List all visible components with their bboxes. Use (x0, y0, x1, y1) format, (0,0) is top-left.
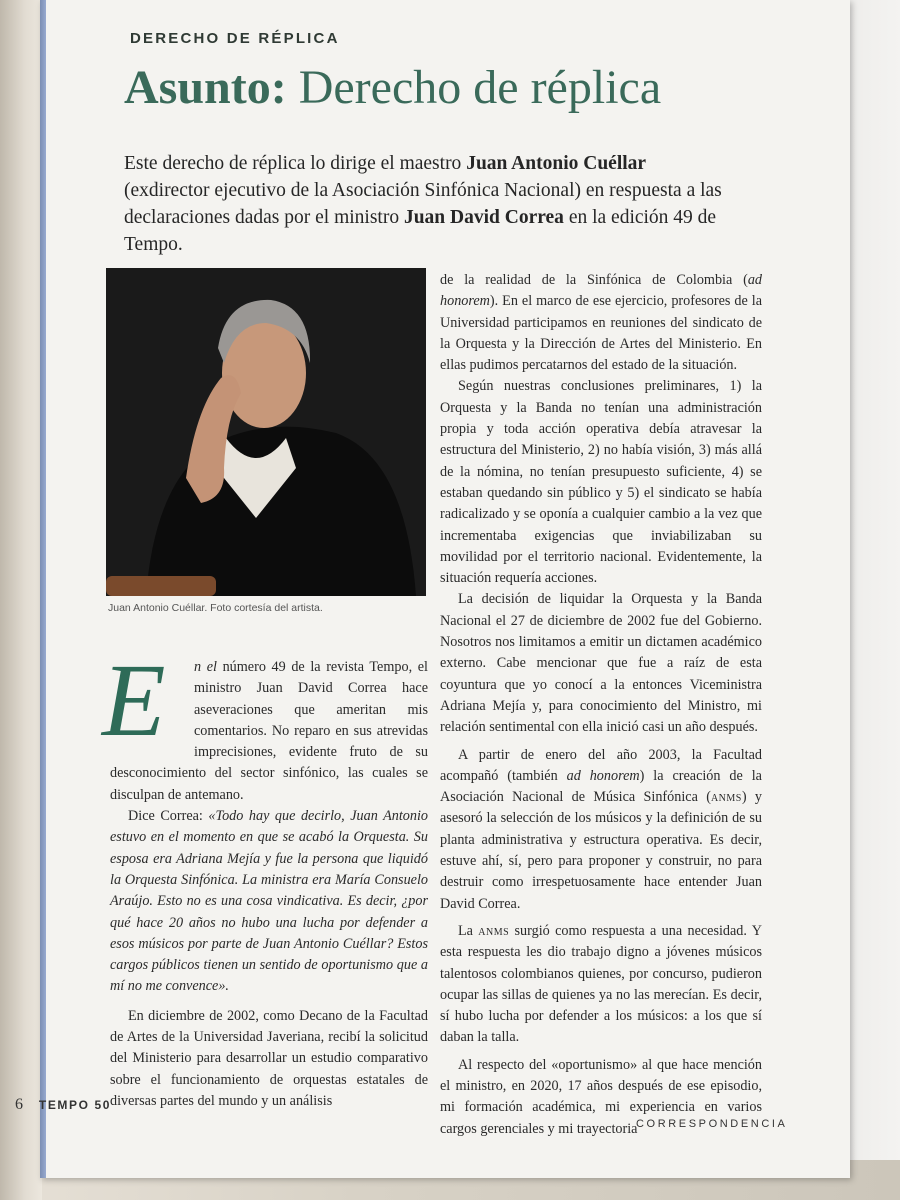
portrait-photo (106, 268, 426, 596)
dropcap-letter (98, 651, 184, 743)
acronym: anms (478, 922, 510, 939)
paragraph-text: número 49 de la revista Tempo, el ministro Juan David Correa hace aseveraciones que ameritan mis comentarios. No reparo en sus atrevidas imprecisiones, evidente fruto de su desconocimiento del sector sinfónico, las cuales se disculpan de antemano. (110, 659, 428, 803)
paragraph-text: Al respecto del «oportunismo» al que hace mención el ministro, en 2020, 17 años después de ese episodio, mi formación académica, mi experiencia en varios cargos gerenciales y mi trayectoria (440, 1056, 762, 1137)
lead-name-correa: Juan David Correa (403, 207, 564, 228)
italic-phrase: ad honorem (440, 272, 762, 310)
paragraph-text: En diciembre de 2002, como Decano de la Facultad de Artes de la Universidad Javeriana, recibí la solicitud del Ministerio para desarrollar un estudio comparativo sobre el funcionamiento de orquestas estatales de diversas partes del mundo y un análisis (110, 1007, 428, 1109)
paragraph-text: La (458, 922, 479, 939)
paragraph-text: surgió como respuesta a una necesidad. Y esta respuesta les dio trabajo digno a jóvenes músicos talentosos colombianos quienes, por concurso, pudieron ocupar las sillas de quienes ya no las merecían. Es decir, sí hubo lucha por defender a los músicos: a los que sí daban la talla. (440, 922, 762, 1046)
article-lead (124, 150, 734, 258)
magazine-issue: TEMPO 50 (38, 1098, 112, 1112)
paragraph-text: Dice Correa: (128, 808, 209, 825)
title-main: Derecho de réplica (298, 61, 662, 114)
photo-caption: Juan Antonio Cuéllar. Foto cortesía del artista. (108, 602, 323, 614)
page-footer (15, 1096, 111, 1114)
lead-name-cuellar: Juan Antonio Cuéllar (466, 153, 647, 174)
paragraph-text: ). En el marco de ese ejercicio, profesores de la Universidad participamos en reuniones del sindicato de la Orquesta y la Dirección de Artes del Ministerio. En ellas pudimos percatarnos del estado de la situación. (440, 293, 762, 374)
article-title (124, 60, 661, 115)
right-column (440, 270, 762, 1140)
quoted-statement: «Todo hay que decirlo, Juan Antonio estuvo en el momento en que se acabó la Orquesta. Su esposa era Adriana Mejía y fue la persona que liquidó la Orquesta Sinfónica. La ministra era María Consuelo Araújo. Esto no es una cosa vindicativa. Es decir, ¿por qué hace 20 años no hubo una lucha por defender a esos músicos por parte de Juan Antonio Cuéllar? Estos cargos públicos tienen un sentido de oportunismo que a mí no me convence». (110, 808, 428, 995)
footer-section: CORRESPONDENCIA (636, 1118, 788, 1130)
binding-edge (40, 0, 46, 1178)
left-column (102, 651, 428, 1112)
lead-text: (exdirector ejecutivo de la Asociación Sinfónica Nacional) en respuesta a las declaraciones dadas por el ministro (124, 180, 722, 228)
paragraph-text: Según nuestras conclusiones preliminares, 1) la Orquesta y la Banda no tenían una administración propia y toda acción operativa debía atravesar la estructura del Ministerio, 2) no había visión, 3) más allá de la nómina, no tenían presupuesto suficiente, 4) se estaban quedando sin público y 5) el sindicato se había radicalizado y se oponía a cualquier cambio a la vez que incrementaba exigencias que inviabilizaban su movilidad por el territorio nacional. Evidentemente, la situación requería acciones. (440, 378, 762, 587)
title-prefix: Asunto: (124, 61, 287, 114)
paragraph-text: La decisión de liquidar la Orquesta y la Banda Nacional el 27 de diciembre de 2002 fue del Gobierno. Nosotros nos limitamos a emitir un dictamen académico externo. Cabe mencionar que fue a raíz de esta coyuntura que yo conocí a la entonces Viceministra Adriana Mejía y, para conocimiento del Ministro, mi relación sentimental con ella inició casi un año después. (440, 591, 762, 736)
paragraph-text: de la realidad de la Sinfónica de Colombia ( (440, 272, 748, 288)
italic-phrase: ad honorem (566, 767, 640, 784)
adjacent-page-edge (0, 0, 42, 1200)
lead-text: en la edición 49 de Tempo. (124, 207, 717, 255)
paragraph-text: A partir de enero del año 2003, la Facultad acompañó (también (440, 746, 762, 784)
section-label: DERECHO DE RÉPLICA (130, 30, 340, 47)
portrait-illustration (106, 268, 426, 596)
lead-text: Este derecho de réplica lo dirige el maestro (124, 153, 467, 174)
acronym: anms (710, 789, 742, 806)
paragraph-text: ) y asesoró la selección de los músicos y la definición de su planta administrativa y estructura operativa. Es decir, estuve ahí, sí, pero para proponer y construir, no para destruir como irrespetuosamente hace entender Juan David Correa. (440, 789, 762, 912)
magazine-page (40, 0, 850, 1178)
paragraph-text: ) la creación de la Asociación Nacional de Música Sinfónica ( (440, 767, 762, 806)
page-number: 6 (15, 1096, 23, 1113)
opening-italic: n el (194, 659, 217, 675)
svg-text:E: E (102, 651, 166, 743)
